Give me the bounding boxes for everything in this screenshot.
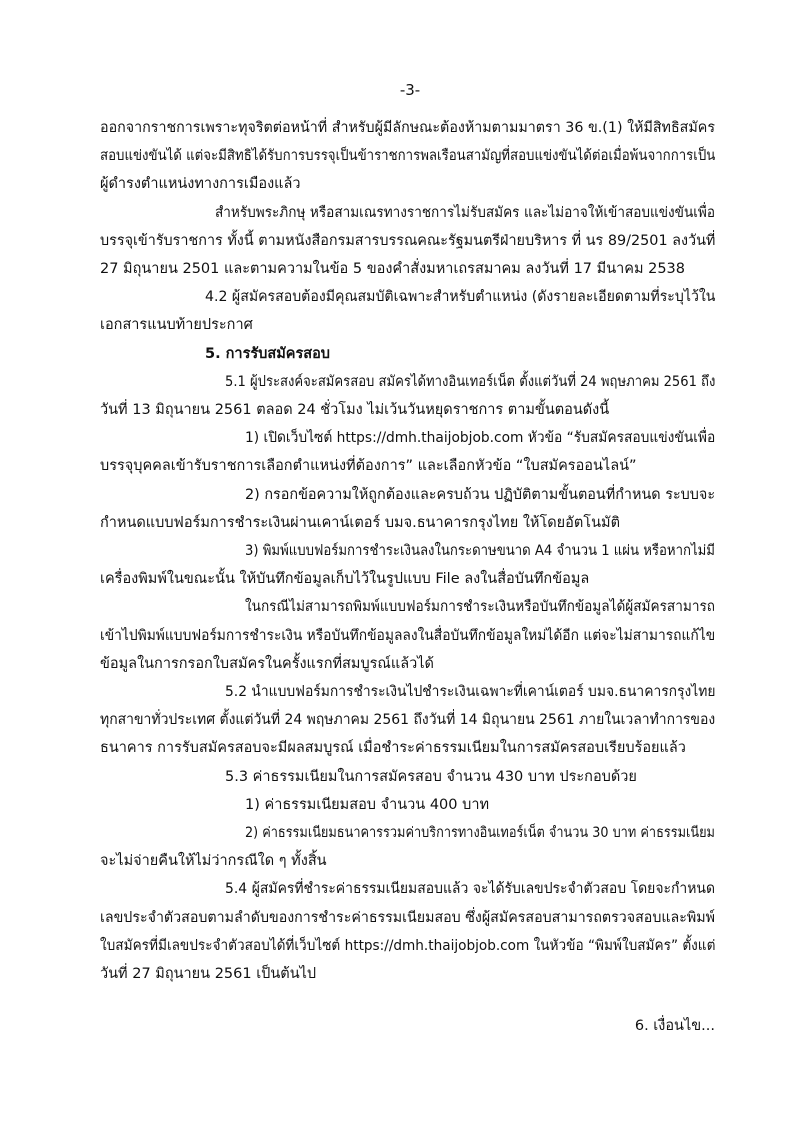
text-line: 1) ค่าธรรมเนียมสอบ จำนวน 400 บาท bbox=[245, 796, 490, 813]
text-line: 3) พิมพ์แบบฟอร์มการชำระเงินลงในกระดาษขนาด A4 จำนวน 1 แผ่น หรือหากไม่มี bbox=[245, 543, 716, 559]
text-line: เข้าไปพิมพ์แบบฟอร์มการชำระเงิน หรือบันทึกข้อมูลลงในสื่อบันทึกข้อมูลใหม่ได้อีก แต่จะไม่สามารถแก้ไข bbox=[100, 627, 716, 644]
text-line: 5.3 ค่าธรรมเนียมในการสมัครสอบ จำนวน 430 บาท ประกอบด้วย bbox=[225, 768, 637, 785]
text-line: วันที่ 13 มิถุนายน 2561 ตลอด 24 ชั่วโมง ไม่เว้นวันหยุดราชการ ตามขั้นตอนดังนี้ bbox=[100, 402, 610, 418]
page-number: -3- bbox=[399, 81, 421, 99]
text-line: สอบแข่งขันได้ แต่จะมีสิทธิได้รับการบรรจุเป็นข้าราชการพลเรือนสามัญที่สอบแข่งขันได้ต่อเมื่อพ้นจากการเป็น bbox=[100, 148, 716, 165]
text-line: ธนาคาร การรับสมัครสอบจะมีผลสมบูรณ์ เมื่อชำระค่าธรรมเนียมในการสมัครสอบเรียบร้อยแล้ว bbox=[100, 740, 686, 757]
text-line: บรรจุบุคคลเข้ารับราชการเลือกตำแหน่งที่ต้องการ” และเลือกหัวข้อ “ใบสมัครออนไลน์” bbox=[100, 458, 637, 475]
text-line: 1) เปิดเว็บไซต์ https://dmh.thaijobjob.com หัวข้อ “รับสมัครสอบแข่งขันเพื่อ bbox=[245, 430, 716, 447]
text-line: ในกรณีไม่สามารถพิมพ์แบบฟอร์มการชำระเงินหรือบันทึกข้อมูลได้ผู้สมัครสามารถ bbox=[245, 599, 716, 616]
text-line: กำหนดแบบฟอร์มการชำระเงินผ่านเคาน์เตอร์ บมจ.ธนาคารกรุงไทย ให้โดยอัตโนมัติ bbox=[100, 514, 620, 531]
text-line: 27 มิถุนายน 2501 และตามความในข้อ 5 ของคำสั่งมหาเถรสมาคม ลงวันที่ 17 มีนาคม 2538 bbox=[100, 261, 686, 277]
text-line: เลขประจำตัวสอบตามลำดับของการชำระค่าธรรมเนียมสอบ ซึ่งผู้สมัครสอบสามารถตรวจสอบและพิมพ์ bbox=[100, 909, 716, 926]
text-line: ออกจากราชการเพราะทุจริตต่อหน้าที่ สำหรับผู้มีลักษณะต้องห้ามตามมาตรา 36 ข.(1) ให้มีสิทธิสมัคร bbox=[100, 120, 715, 136]
text-line: เอกสารแนบท้ายประกาศ bbox=[100, 317, 253, 334]
continuation-note: 6. เงื่อนไข... bbox=[634, 1018, 715, 1034]
text-line: 5.2 นำแบบฟอร์มการชำระเงินไปชำระเงินเฉพาะที่เคาน์เตอร์ บมจ.ธนาคารกรุงไทย bbox=[225, 684, 716, 700]
text-line: 5.4 ผู้สมัครที่ชำระค่าธรรมเนียมสอบแล้ว จะได้รับเลขประจำตัวสอบ โดยจะกำหนด bbox=[225, 881, 716, 898]
section-heading: 5. การรับสมัครสอบ bbox=[205, 345, 331, 362]
text-line: บรรจุเข้ารับราชการ ทั้งนี้ ตามหนังสือกรมสารบรรณคณะรัฐมนตรีฝ่ายบริหาร ที่ นร 89/2501 ลงวันที่ bbox=[100, 232, 716, 249]
text-line: ทุกสาขาทั่วประเทศ ตั้งแต่วันที่ 24 พฤษภาคม 2561 ถึงวันที่ 14 มิถุนายน 2561 ภายในเวลาทำการของ bbox=[100, 712, 716, 729]
text-line: ผู้ดำรงตำแหน่งทางการเมืองแล้ว bbox=[100, 176, 301, 193]
text-line: ใบสมัครที่มีเลขประจำตัวสอบได้ที่เว็บไซต์ https://dmh.thaijobjob.com ในหัวข้อ “พิมพ์ใบสมัคร” ตั้งแต่ bbox=[100, 937, 716, 954]
text-line: วันที่ 27 มิถุนายน 2561 เป็นต้นไป bbox=[100, 966, 317, 982]
text-line: 4.2 ผู้สมัครสอบต้องมีคุณสมบัติเฉพาะสำหรับตำแหน่ง (ดังรายละเอียดตามที่ระบุไว้ใน bbox=[205, 289, 716, 306]
text-line: สำหรับพระภิกษุ หรือสามเณรทางราชการไม่รับสมัคร และไม่อาจให้เข้าสอบแข่งขันเพื่อ bbox=[215, 204, 715, 221]
text-line: 5.1 ผู้ประสงค์จะสมัครสอบ สมัครได้ทางอินเทอร์เน็ต ตั้งแต่วันที่ 24 พฤษภาคม 2561 ถึง bbox=[225, 373, 716, 390]
text-line: จะไม่จ่ายคืนให้ไม่ว่ากรณีใด ๆ ทั้งสิ้น bbox=[100, 853, 327, 870]
text-line: ข้อมูลในการกรอกใบสมัครในครั้งแรกที่สมบูรณ์แล้วได้ bbox=[100, 655, 434, 672]
text-line: เครื่องพิมพ์ในขณะนั้น ให้บันทึกข้อมูลเก็บไว้ในรูปแบบ File ลงในสื่อบันทึกข้อมูล bbox=[100, 571, 590, 588]
text-line: 2) กรอกข้อความให้ถูกต้องและครบถ้วน ปฏิบัติตามขั้นตอนที่กำหนด ระบบจะ bbox=[245, 486, 716, 503]
text-line: 2) ค่าธรรมเนียมธนาคารรวมค่าบริการทางอินเทอร์เน็ต จำนวน 30 บาท ค่าธรรมเนียม bbox=[245, 825, 715, 841]
